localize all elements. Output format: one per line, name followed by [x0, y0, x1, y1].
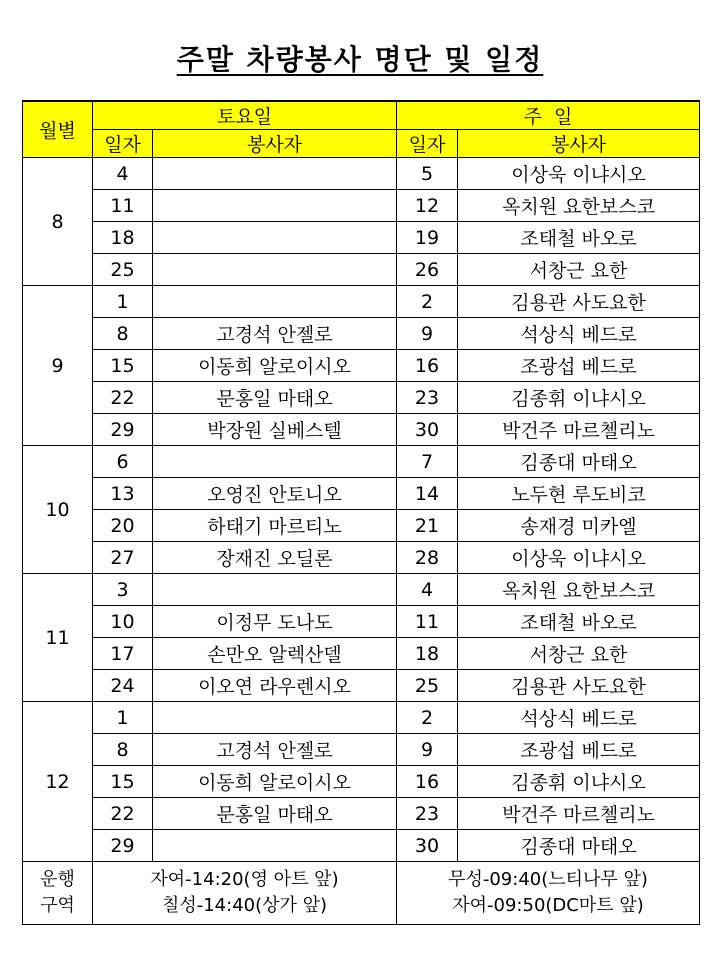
sun-day-cell: 23 [397, 798, 458, 830]
sat-volunteer-cell [153, 158, 397, 190]
month-cell: 10 [23, 446, 93, 574]
sun-volunteer-cell: 서창근 요한 [458, 638, 700, 670]
sunday-header: 주 일 [397, 101, 700, 130]
table-row [23, 222, 700, 254]
sat-volunteer-cell: 이정무 도나도 [153, 606, 397, 638]
sat-volunteer-cell: 문홍일 마태오 [153, 382, 397, 414]
table-row [23, 798, 700, 830]
sat-day-cell: 15 [93, 350, 153, 382]
sat-volunteer-cell [153, 286, 397, 318]
saturday-route [93, 862, 397, 925]
table-row [23, 286, 700, 318]
table-row [23, 190, 700, 222]
sat-day-cell: 22 [93, 798, 153, 830]
table-row [23, 606, 700, 638]
sat-volunteer-cell: 손만오 알렉산델 [153, 638, 397, 670]
sunday-route [397, 862, 700, 925]
saturday-header: 토요일 [93, 101, 397, 130]
table-row [23, 446, 700, 478]
sat-volunteer-cell: 이동희 알로이시오 [153, 766, 397, 798]
sun-day-cell: 30 [397, 830, 458, 862]
sun-day-cell: 12 [397, 190, 458, 222]
page-title [0, 38, 720, 78]
sat-volunteer-cell [153, 190, 397, 222]
sun-day-cell: 21 [397, 510, 458, 542]
sat-volunteer-cell [153, 702, 397, 734]
sun-volunteer-cell: 서창근 요한 [458, 254, 700, 286]
sun-day-cell: 26 [397, 254, 458, 286]
table-row [23, 254, 700, 286]
sunday-route-line2: 자여-09:50(DC마트 앞) [452, 895, 644, 916]
sun-volunteer-header: 봉사자 [458, 130, 700, 158]
sat-day-header: 일자 [93, 130, 153, 158]
sat-volunteer-cell: 박장원 실베스텔 [153, 414, 397, 446]
table-row [23, 478, 700, 510]
table-row [23, 766, 700, 798]
table-row [23, 734, 700, 766]
sat-day-cell: 20 [93, 510, 153, 542]
month-header: 월별 [23, 101, 93, 158]
sat-volunteer-cell: 이동희 알로이시오 [153, 350, 397, 382]
sun-day-cell: 25 [397, 670, 458, 702]
sun-volunteer-cell: 노두현 루도비코 [458, 478, 700, 510]
sat-volunteer-cell: 장재진 오딜론 [153, 542, 397, 574]
sun-day-cell: 2 [397, 702, 458, 734]
sat-day-cell: 4 [93, 158, 153, 190]
sun-day-cell: 30 [397, 414, 458, 446]
table-row [23, 830, 700, 862]
sat-day-cell: 8 [93, 734, 153, 766]
route-label-line2: 구역 [40, 895, 75, 916]
table-row [23, 318, 700, 350]
sun-day-cell: 16 [397, 350, 458, 382]
sat-day-cell: 18 [93, 222, 153, 254]
sat-day-cell: 27 [93, 542, 153, 574]
sat-day-cell: 13 [93, 478, 153, 510]
route-footer-row [23, 862, 700, 925]
table-row [23, 638, 700, 670]
sat-volunteer-cell: 오영진 안토니오 [153, 478, 397, 510]
header-row-top [23, 101, 700, 130]
sun-day-cell: 28 [397, 542, 458, 574]
saturday-route-line2: 칠성-14:40(상가 앞) [161, 895, 328, 916]
month-cell: 12 [23, 702, 93, 862]
sat-volunteer-cell: 고경석 안젤로 [153, 734, 397, 766]
sun-day-cell: 5 [397, 158, 458, 190]
sun-volunteer-cell: 김종휘 이냐시오 [458, 766, 700, 798]
sun-day-cell: 2 [397, 286, 458, 318]
sun-volunteer-cell: 김종휘 이냐시오 [458, 382, 700, 414]
table-row [23, 542, 700, 574]
sat-day-cell: 29 [93, 414, 153, 446]
sat-day-cell: 25 [93, 254, 153, 286]
sat-volunteer-cell [153, 830, 397, 862]
sun-day-cell: 9 [397, 318, 458, 350]
sat-volunteer-cell [153, 254, 397, 286]
saturday-route-line1: 자여-14:20(영 아트 앞) [150, 869, 339, 890]
table-row [23, 510, 700, 542]
sun-volunteer-cell: 조태철 바오로 [458, 606, 700, 638]
sat-day-cell: 10 [93, 606, 153, 638]
sun-volunteer-cell: 조광섭 베드로 [458, 734, 700, 766]
sat-volunteer-cell: 하태기 마르티노 [153, 510, 397, 542]
sun-volunteer-cell: 석상식 베드로 [458, 702, 700, 734]
sat-volunteer-cell: 문홍일 마태오 [153, 798, 397, 830]
sat-volunteer-cell: 이오연 라우렌시오 [153, 670, 397, 702]
sun-day-header: 일자 [397, 130, 458, 158]
sat-day-cell: 15 [93, 766, 153, 798]
sun-volunteer-cell: 김종대 마태오 [458, 830, 700, 862]
header-row-sub [23, 130, 700, 158]
sat-day-cell: 3 [93, 574, 153, 606]
sun-volunteer-cell: 송재경 미카엘 [458, 510, 700, 542]
table-row [23, 382, 700, 414]
month-cell: 9 [23, 286, 93, 446]
sun-volunteer-cell: 이상욱 이냐시오 [458, 158, 700, 190]
sun-volunteer-cell: 김용관 사도요한 [458, 286, 700, 318]
sat-volunteer-cell: 고경석 안젤로 [153, 318, 397, 350]
sun-day-cell: 19 [397, 222, 458, 254]
route-label-line1: 운행 [40, 869, 75, 890]
sat-day-cell: 11 [93, 190, 153, 222]
sat-day-cell: 22 [93, 382, 153, 414]
sun-volunteer-cell: 김용관 사도요한 [458, 670, 700, 702]
sun-day-cell: 11 [397, 606, 458, 638]
sat-volunteer-cell [153, 446, 397, 478]
table-row [23, 702, 700, 734]
sun-day-cell: 23 [397, 382, 458, 414]
sun-day-cell: 7 [397, 446, 458, 478]
sun-day-cell: 16 [397, 766, 458, 798]
sun-volunteer-cell: 김종대 마태오 [458, 446, 700, 478]
sun-volunteer-cell: 이상욱 이냐시오 [458, 542, 700, 574]
sat-volunteer-header: 봉사자 [153, 130, 397, 158]
sat-day-cell: 29 [93, 830, 153, 862]
sat-day-cell: 6 [93, 446, 153, 478]
sun-volunteer-cell: 박건주 마르첼리노 [458, 414, 700, 446]
sun-volunteer-cell: 석상식 베드로 [458, 318, 700, 350]
table-row [23, 158, 700, 190]
table-row [23, 414, 700, 446]
sat-day-cell: 8 [93, 318, 153, 350]
sat-day-cell: 1 [93, 286, 153, 318]
table-row [23, 350, 700, 382]
sun-day-cell: 18 [397, 638, 458, 670]
sat-day-cell: 17 [93, 638, 153, 670]
sun-day-cell: 9 [397, 734, 458, 766]
schedule-table [22, 100, 700, 925]
sat-day-cell: 24 [93, 670, 153, 702]
sunday-route-line1: 무성-09:40(느티나무 앞) [448, 869, 648, 890]
month-cell: 8 [23, 158, 93, 286]
sun-volunteer-cell: 옥치원 요한보스코 [458, 190, 700, 222]
sun-volunteer-cell: 박건주 마르첼리노 [458, 798, 700, 830]
sat-volunteer-cell [153, 222, 397, 254]
sun-volunteer-cell: 조광섭 베드로 [458, 350, 700, 382]
route-label [23, 862, 93, 925]
table-row [23, 574, 700, 606]
sat-day-cell: 1 [93, 702, 153, 734]
month-cell: 11 [23, 574, 93, 702]
sun-volunteer-cell: 옥치원 요한보스코 [458, 574, 700, 606]
table-row [23, 670, 700, 702]
sat-volunteer-cell [153, 574, 397, 606]
sun-day-cell: 14 [397, 478, 458, 510]
sun-volunteer-cell: 조태철 바오로 [458, 222, 700, 254]
title-text: 주말 차량봉사 명단 및 일정 [176, 43, 544, 76]
sun-day-cell: 4 [397, 574, 458, 606]
